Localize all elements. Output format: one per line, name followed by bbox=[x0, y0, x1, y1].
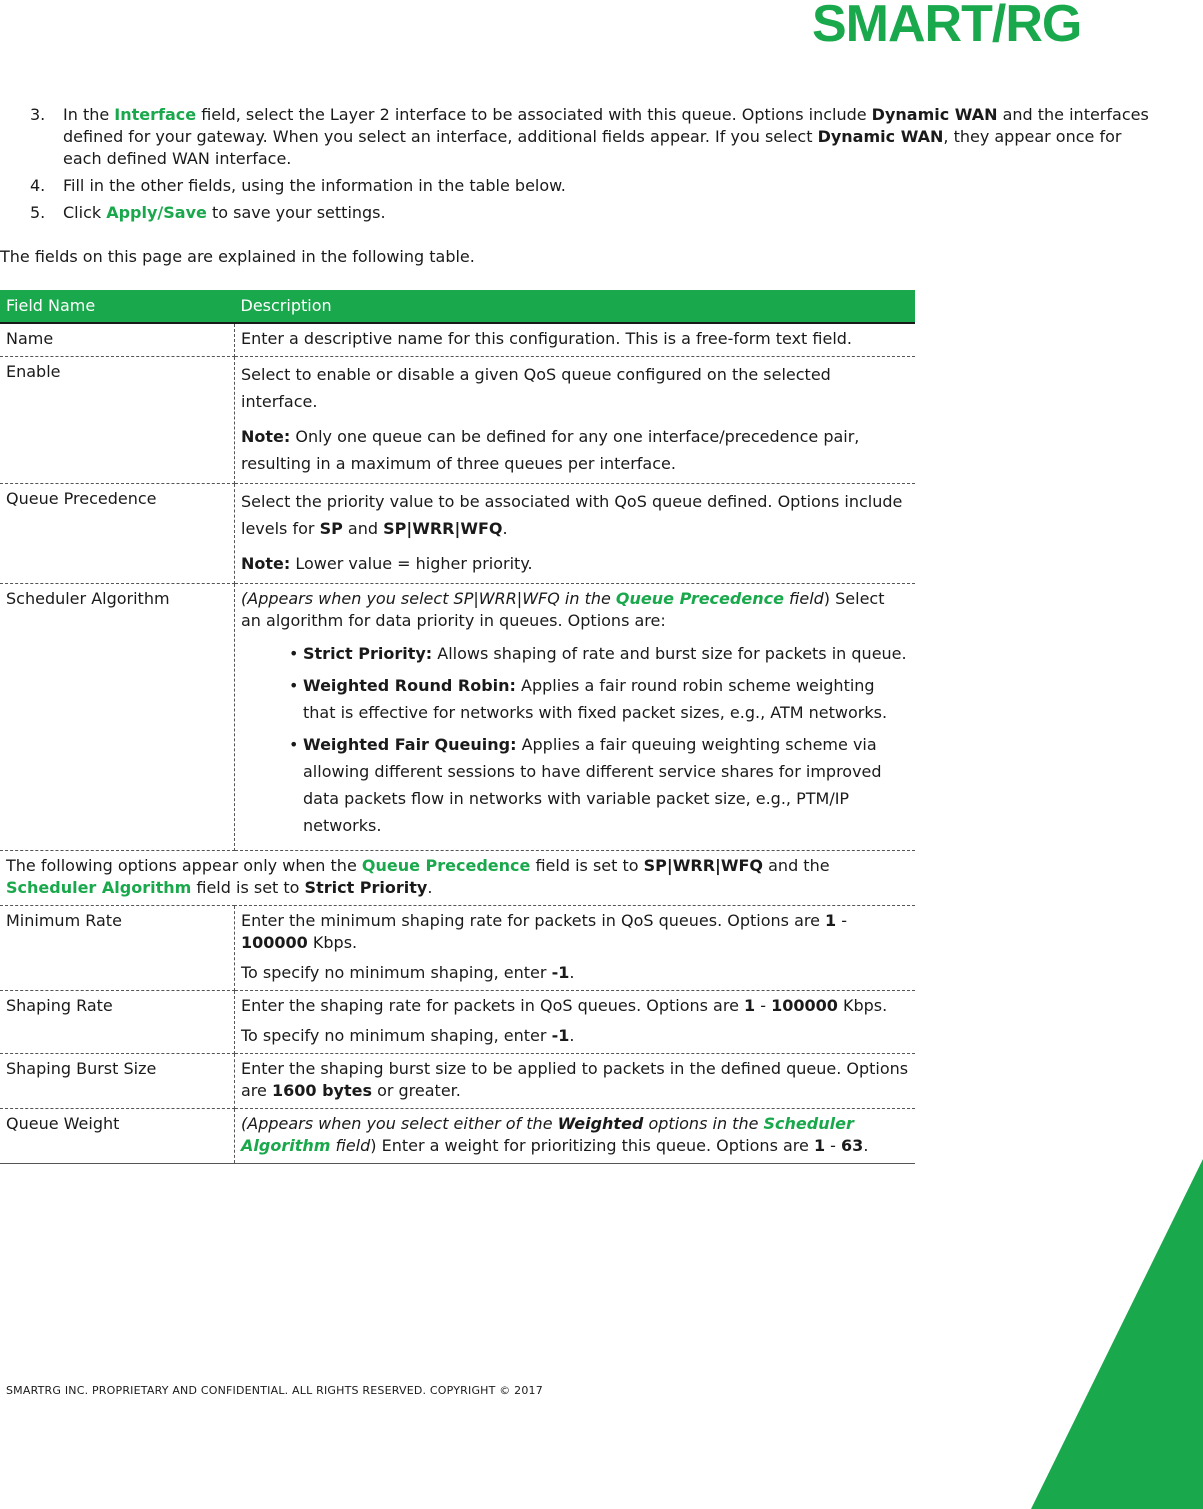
text-run: 100000 bbox=[771, 996, 838, 1015]
text-run: Select the priority value to be associated with QoS queue defined. Options include levels for bbox=[241, 492, 903, 538]
description-paragraph bbox=[241, 910, 909, 954]
text-run: 1 bbox=[825, 911, 837, 930]
text-run: Scheduler Algorithm bbox=[6, 878, 192, 897]
description-paragraph bbox=[241, 588, 909, 632]
step-item bbox=[30, 175, 1150, 197]
step-number: 5. bbox=[30, 203, 46, 222]
table-intro: The fields on this page are explained in the following table. bbox=[0, 247, 475, 266]
text-run: Enter the shaping rate for packets in QoS queues. Options are bbox=[241, 996, 745, 1015]
text-run: Click bbox=[63, 203, 107, 222]
text-run: Strict Priority: bbox=[303, 644, 433, 663]
text-run: Applies a fair round robin scheme weighting that is effective for networks with fixed packet sizes, e.g., ATM networks. bbox=[303, 676, 888, 722]
description-paragraph bbox=[241, 1113, 909, 1157]
corner-accent-triangle bbox=[1031, 1159, 1203, 1509]
list-item bbox=[289, 640, 909, 667]
text-run: Only one queue can be defined for any one interface/precedence pair, resulting in a maximum of three queues per interface. bbox=[241, 427, 860, 473]
text-run: Scheduler Algorithm bbox=[241, 1114, 854, 1155]
text-run: Note: bbox=[241, 554, 291, 573]
description-paragraph bbox=[241, 550, 909, 577]
step-number: 4. bbox=[30, 176, 46, 195]
text-run: Lower value = higher priority. bbox=[290, 554, 533, 573]
description-paragraph bbox=[241, 328, 909, 350]
text-run: 1600 bytes bbox=[271, 1081, 372, 1100]
text-run: . bbox=[863, 1136, 869, 1155]
text-run: SP|WRR|WFQ bbox=[383, 519, 503, 538]
text-run: field, select the Layer 2 interface to be associated with this queue. Options include bbox=[196, 105, 872, 124]
text-run: Interface bbox=[114, 105, 197, 124]
text-run: SP bbox=[319, 519, 343, 538]
text-run: Enter the shaping burst size to be applied to packets in the defined queue. Options are bbox=[241, 1059, 909, 1100]
text-run: (Appears when you select SP|WRR|WFQ in the bbox=[241, 589, 616, 608]
text-run: 100000 bbox=[241, 933, 308, 952]
header-description: Description bbox=[235, 290, 916, 323]
text-run: Queue Precedence bbox=[361, 856, 531, 875]
text-run: Fill in the other fields, using the information in the table below. bbox=[63, 176, 566, 195]
bullet-icon: • bbox=[289, 644, 299, 663]
text-run: or greater. bbox=[371, 1081, 461, 1100]
description-paragraph bbox=[241, 995, 909, 1017]
text-run: The following options appear only when the bbox=[6, 856, 362, 875]
table-row bbox=[0, 584, 915, 851]
row-description bbox=[235, 323, 916, 357]
description-paragraph bbox=[241, 361, 909, 415]
description-paragraph bbox=[241, 488, 909, 542]
smartrg-logo: SMART/RG bbox=[812, 0, 1082, 53]
table-row bbox=[0, 851, 915, 906]
text-run: Queue Precedence bbox=[615, 589, 784, 608]
text-run: field is set to bbox=[191, 878, 305, 897]
row-description bbox=[235, 484, 916, 584]
step-number: 3. bbox=[30, 105, 46, 124]
row-field-name: Shaping Rate bbox=[0, 991, 235, 1054]
step-item bbox=[30, 202, 1150, 224]
text-run: and the interfaces defined for your gateway. When you select an interface, additional fields appear. If you select bbox=[63, 105, 1149, 146]
bullet-icon: • bbox=[289, 676, 299, 695]
option-list bbox=[241, 640, 909, 839]
text-run: ) Select an algorithm for data priority in queues. Options are: bbox=[241, 589, 885, 630]
description-paragraph bbox=[241, 1058, 909, 1102]
row-description bbox=[235, 1109, 916, 1164]
text-run: (Appears when you select either of the bbox=[241, 1114, 558, 1133]
row-field-name: Scheduler Algorithm bbox=[0, 584, 235, 851]
text-run: Dynamic WAN bbox=[871, 105, 998, 124]
text-run: Applies a fair queuing weighting scheme via allowing different sessions to have different service shares for improved data packets flow in networks with variable packet size, e.g., PTM/IP networks. bbox=[303, 735, 882, 835]
text-run: field bbox=[330, 1136, 371, 1155]
description-paragraph bbox=[241, 962, 909, 984]
row-description bbox=[235, 906, 916, 991]
text-run: Weighted Round Robin: bbox=[303, 676, 516, 695]
text-run: Kbps. bbox=[837, 996, 888, 1015]
row-description bbox=[235, 1054, 916, 1109]
text-run: -1 bbox=[551, 963, 570, 982]
footer-copyright: SMARTRG INC. PROPRIETARY AND CONFIDENTIAL. ALL RIGHTS RESERVED. COPYRIGHT © 2017 bbox=[6, 1384, 543, 1397]
list-item bbox=[289, 731, 909, 839]
text-run: Enter the minimum shaping rate for packets in QoS queues. Options are bbox=[241, 911, 826, 930]
row-field-name: Minimum Rate bbox=[0, 906, 235, 991]
text-run: 1 bbox=[813, 1136, 826, 1155]
text-run: Dynamic WAN bbox=[817, 127, 944, 146]
text-run: . bbox=[502, 519, 508, 538]
text-run: and bbox=[342, 519, 384, 538]
text-run: . bbox=[427, 878, 433, 897]
text-run: -1 bbox=[551, 1026, 570, 1045]
row-description bbox=[235, 584, 916, 851]
instruction-steps bbox=[30, 104, 1150, 229]
table-row bbox=[0, 1109, 915, 1164]
text-run: - bbox=[825, 1136, 842, 1155]
text-run: Note: bbox=[241, 427, 291, 446]
text-run: Select to enable or disable a given QoS queue configured on the selected interface. bbox=[241, 365, 831, 411]
text-run: - bbox=[755, 996, 772, 1015]
row-field-name: Name bbox=[0, 323, 235, 357]
text-run: Weighted Fair Queuing: bbox=[303, 735, 517, 754]
description-paragraph bbox=[241, 1025, 909, 1047]
text-run: 63 bbox=[841, 1136, 864, 1155]
text-run: options in the bbox=[643, 1114, 764, 1133]
text-run: to save your settings. bbox=[206, 203, 386, 222]
row-field-name: Enable bbox=[0, 357, 235, 484]
text-run: Allows shaping of rate and burst size for packets in queue. bbox=[432, 644, 907, 663]
text-run: SP|WRR|WFQ bbox=[643, 856, 764, 875]
text-run: To specify no minimum shaping, enter bbox=[241, 963, 552, 982]
text-run: Strict Priority bbox=[304, 878, 428, 897]
text-run: In the bbox=[63, 105, 115, 124]
table-header-row bbox=[0, 290, 915, 323]
text-run: . bbox=[569, 963, 575, 982]
description-paragraph bbox=[6, 855, 909, 899]
table-row bbox=[0, 991, 915, 1054]
text-run: ) Enter a weight for prioritizing this queue. Options are bbox=[370, 1136, 814, 1155]
row-description bbox=[0, 851, 915, 906]
text-run: - bbox=[836, 911, 848, 930]
text-run: , they appear once for each defined WAN interface. bbox=[63, 127, 1122, 168]
row-description bbox=[235, 357, 916, 484]
text-run: To specify no minimum shaping, enter bbox=[241, 1026, 552, 1045]
description-paragraph bbox=[241, 423, 909, 477]
text-run: field bbox=[783, 589, 824, 608]
table-row bbox=[0, 357, 915, 484]
text-run: Kbps. bbox=[307, 933, 358, 952]
bullet-icon: • bbox=[289, 735, 299, 754]
text-run: Apply/Save bbox=[106, 203, 207, 222]
table-row bbox=[0, 1054, 915, 1109]
header-field-name: Field Name bbox=[0, 290, 235, 323]
table-row bbox=[0, 484, 915, 584]
text-run: Enter a descriptive name for this configuration. This is a free-form text field. bbox=[241, 329, 853, 348]
text-run: Weighted bbox=[557, 1114, 644, 1133]
text-run: 1 bbox=[744, 996, 756, 1015]
row-field-name: Queue Precedence bbox=[0, 484, 235, 584]
text-run: . bbox=[569, 1026, 575, 1045]
table-row bbox=[0, 323, 915, 357]
text-run: and the bbox=[763, 856, 830, 875]
row-description bbox=[235, 991, 916, 1054]
row-field-name: Queue Weight bbox=[0, 1109, 235, 1164]
row-field-name: Shaping Burst Size bbox=[0, 1054, 235, 1109]
text-run: field is set to bbox=[530, 856, 644, 875]
list-item bbox=[289, 672, 909, 726]
step-item bbox=[30, 104, 1150, 170]
table-row bbox=[0, 906, 915, 991]
fields-table bbox=[0, 290, 915, 1164]
